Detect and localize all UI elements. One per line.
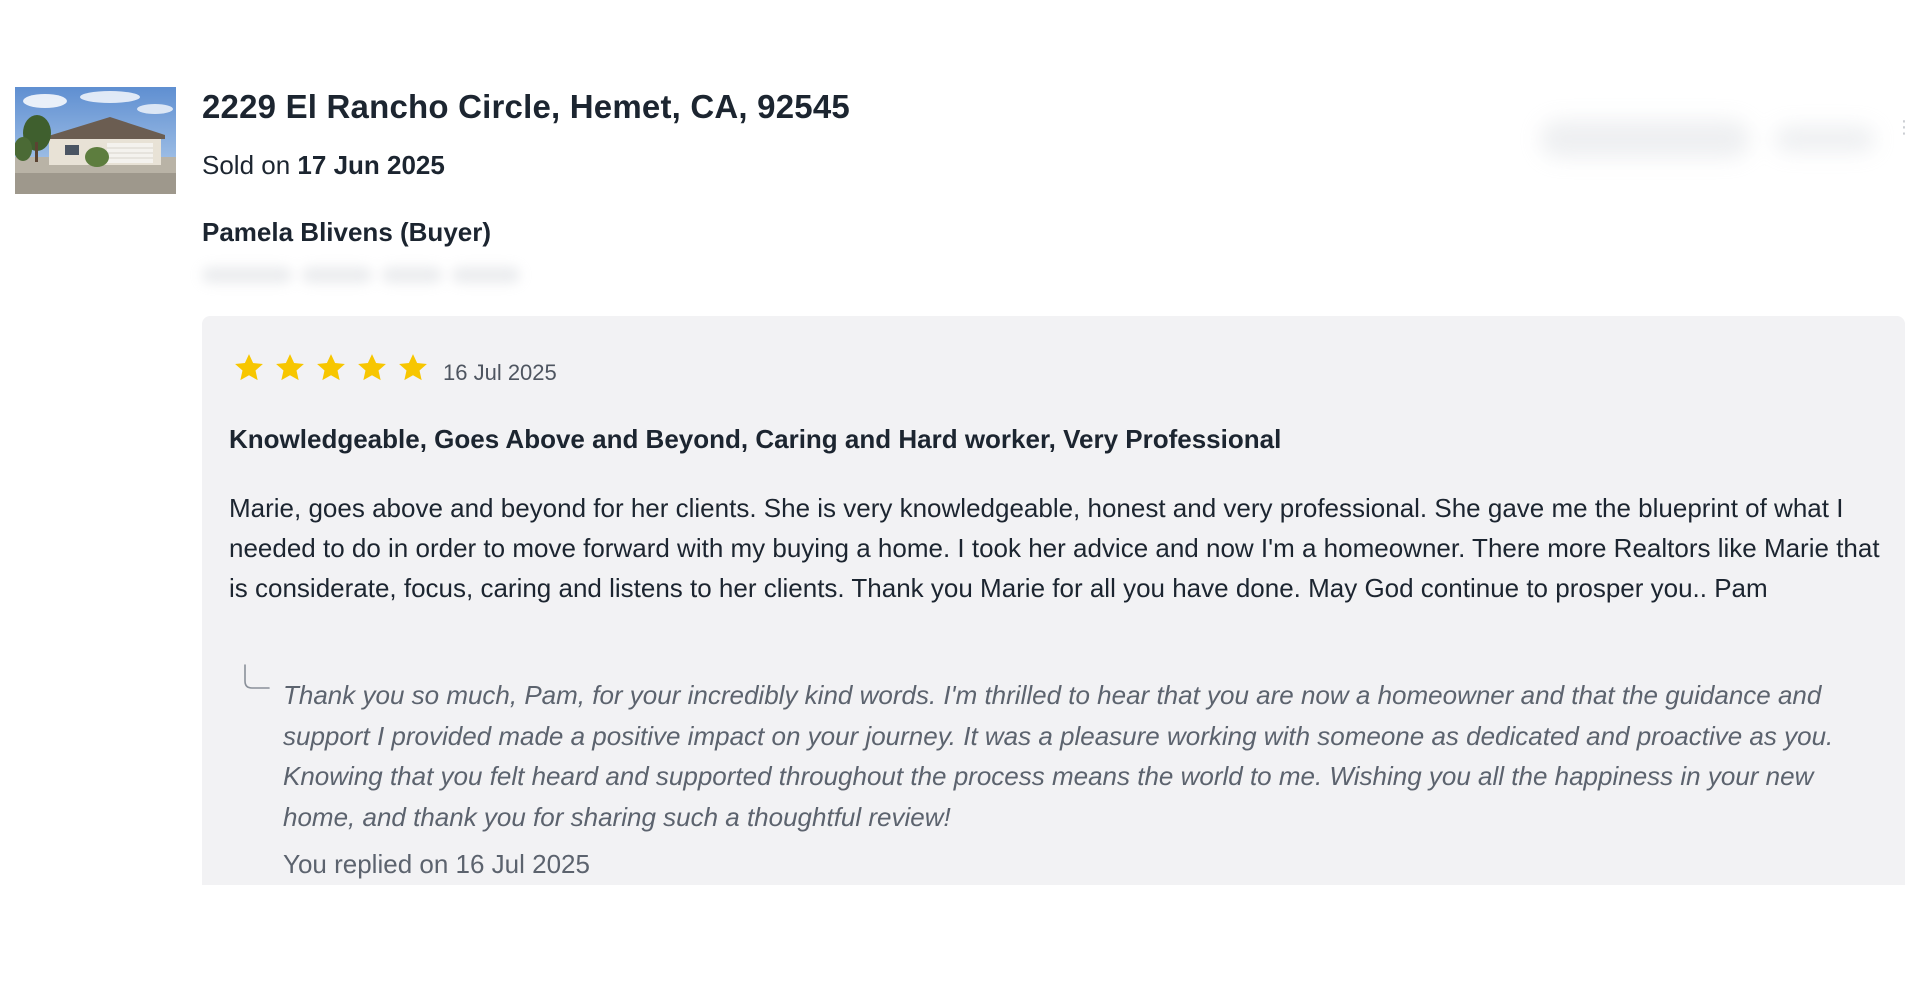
more-options-icon[interactable]: ⋮ bbox=[1895, 117, 1913, 138]
house-photo-image bbox=[15, 87, 176, 194]
blurred-actions bbox=[1540, 112, 1900, 168]
review-card bbox=[202, 316, 1905, 885]
listing-thumbnail[interactable] bbox=[15, 87, 176, 194]
blurred-tags bbox=[202, 262, 520, 288]
review-date: 16 Jul 2025 bbox=[443, 360, 557, 385]
reviewer-name: Pamela Blivens (Buyer) bbox=[202, 217, 492, 247]
listing-address: 2229 El Rancho Circle, Hemet, CA, 92545 bbox=[202, 88, 850, 125]
reply-date: You replied on 16 Jul 2025 bbox=[283, 849, 590, 879]
star-icon bbox=[355, 351, 389, 385]
star-icon bbox=[232, 351, 266, 385]
star-icon bbox=[314, 351, 348, 385]
reply-arrow-icon bbox=[242, 664, 272, 692]
review-title: Knowledgeable, Goes Above and Beyond, Caring and Hard worker, Very Professional bbox=[229, 424, 1282, 454]
star-rating bbox=[232, 351, 430, 385]
star-icon bbox=[273, 351, 307, 385]
sold-date-line bbox=[202, 150, 445, 181]
review-body: Marie, goes above and beyond for her clients. She is very knowledgeable, honest and very professional. She gave me the blueprint of what I needed to do in order to move forward with my buying a home. I took her advice and now I'm a homeowner. There more Realtors like Marie that is considerate, focus, caring and listens to her clients. Thank you Marie for all you have done. May God continue to prosper you.. Pam bbox=[229, 493, 1880, 603]
star-icon bbox=[396, 351, 430, 385]
agent-reply-text: Thank you so much, Pam, for your incredibly kind words. I'm thrilled to hear that you are now a homeowner and that the guidance and support I provided made a positive impact on your journey. It was a pleasure working with someone as dedicated and proactive as you. Knowing that you felt heard and supported throughout the process means the world to me. Wishing you all the happiness in your new home, and thank you for sharing such a thoughtful review! bbox=[283, 680, 1834, 832]
sold-prefix: Sold on bbox=[202, 150, 291, 180]
sold-date: 17 Jun 2025 bbox=[297, 150, 445, 180]
